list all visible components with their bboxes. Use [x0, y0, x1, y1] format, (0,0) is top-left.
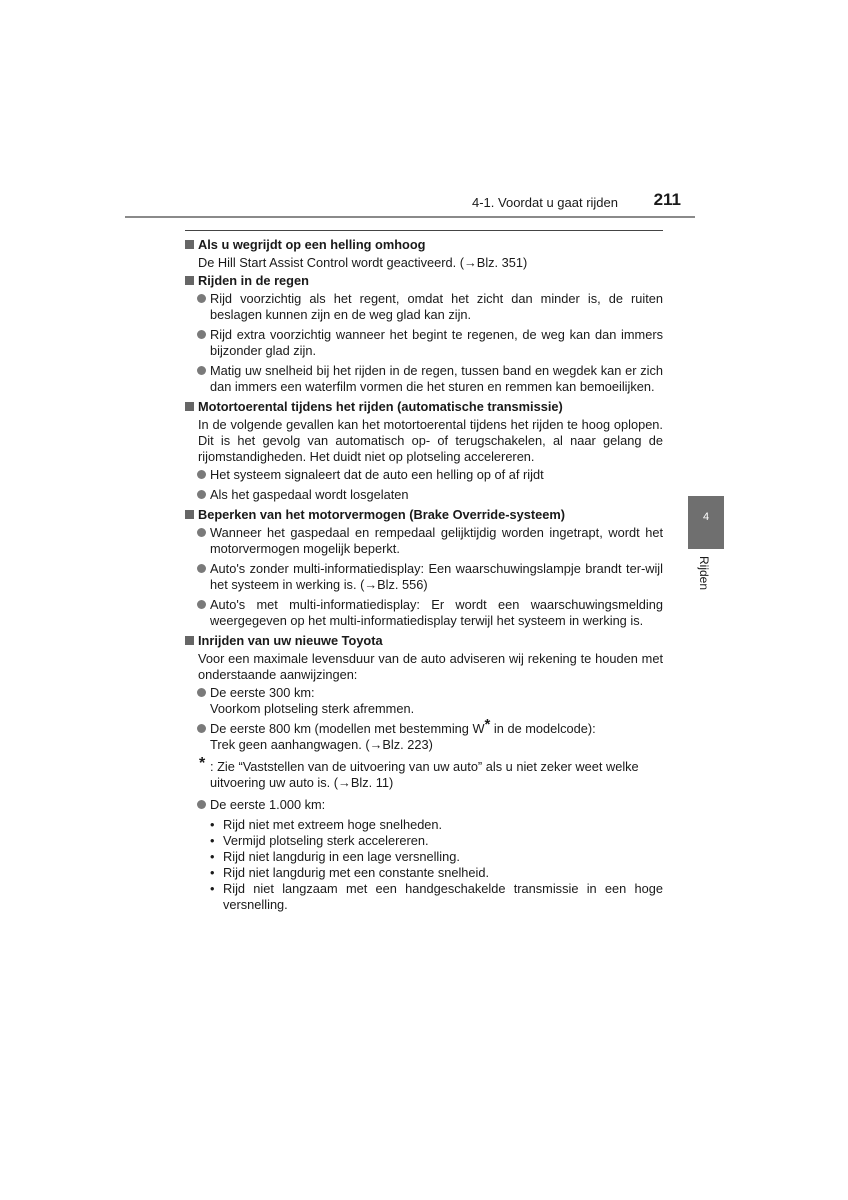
list-item: Auto's met multi-informatiedisplay: Er wordt een waarschuwingsmelding weergegeven op het multi-informatiedisplay terwijl het systeem in werking is.	[185, 597, 663, 629]
circle-bullet-icon	[197, 688, 206, 697]
sub-list-item: • Rijd niet langzaam met een handgeschakelde transmissie in een hoge versnelling.	[210, 881, 663, 912]
sub-list-item: • Rijd niet met extreem hoge snelheden.	[210, 817, 443, 832]
square-bullet-icon	[185, 240, 194, 249]
circle-bullet-icon	[197, 366, 206, 375]
sub-list-item: • Rijd niet langdurig met een constante snelheid.	[210, 865, 490, 880]
page-number: 211	[653, 190, 681, 209]
section-heading: Inrijden van uw nieuwe Toyota	[185, 633, 663, 649]
footnote-marker: *	[484, 716, 491, 733]
chapter-tab-number: 4	[702, 511, 710, 523]
bullet-mark: •	[210, 817, 215, 832]
list-item: Als het gaspedaal wordt losgelaten	[185, 487, 663, 503]
header-divider	[125, 216, 695, 218]
section-heading: Als u wegrijdt op een helling omhoog	[185, 237, 663, 253]
sub-list-item: • Rijd niet langdurig in een lage versnelling.	[210, 849, 460, 864]
list-item: Rijd extra voorzichtig wanneer het begint te regenen, de weg kan dan immers bijzonder glad zijn.	[185, 327, 663, 359]
paragraph: In de volgende gevallen kan het motortoerental tijdens het rijden te hoog oplopen. Dit is het gevolg van automatisch op- of terugschakelen, al naar gelang de rijomstandigheden. Het duidt niet op plotseling accelereren.	[198, 417, 663, 464]
footnote: * : Zie “Vaststellen van de uitvoering van uw auto” als u niet zeker weet welke uitvoering uw auto is. (→Blz. 11)	[199, 755, 639, 790]
section-heading: Motortoerental tijdens het rijden (automatische transmissie)	[185, 399, 663, 415]
list-item: Het systeem signaleert dat de auto een helling op of af rijdt	[185, 467, 663, 483]
page-content	[185, 235, 663, 913]
paragraph: De Hill Start Assist Control wordt geactiveerd. (→Blz. 351)	[198, 255, 528, 270]
page-header	[0, 188, 695, 212]
list-item: Wanneer het gaspedaal en rempedaal gelijktijdig worden ingetrapt, wordt het motorvermogen mogelijk beperkt.	[185, 525, 663, 557]
list-item: De eerste 1.000 km:	[185, 797, 663, 813]
chapter-tab	[688, 496, 724, 549]
list-item: Matig uw snelheid bij het rijden in de regen, tussen band en wegdek kan er zich dan immers een waterfilm vormen die het sturen en remmen kan bemoeilijken.	[185, 363, 663, 395]
circle-bullet-icon	[197, 294, 206, 303]
list-item: De eerste 300 km: Voorkom plotseling sterk afremmen.	[185, 685, 663, 717]
circle-bullet-icon	[197, 330, 206, 339]
list-item: De eerste 800 km (modellen met bestemming W* in de modelcode): Trek geen aanhangwagen. (→Blz. 223)	[185, 721, 663, 753]
square-bullet-icon	[185, 276, 194, 285]
bullet-mark: •	[210, 865, 215, 880]
section-heading: Rijden in de regen	[185, 273, 663, 289]
square-bullet-icon	[185, 510, 194, 519]
chapter-tab-label: Rijden	[697, 556, 711, 591]
sub-list	[209, 817, 663, 913]
content-divider	[185, 230, 663, 231]
circle-bullet-icon	[197, 528, 206, 537]
square-bullet-icon	[185, 402, 194, 411]
section-title: 4-1. Voordat u gaat rijden	[472, 195, 618, 210]
list-item: Rijd voorzichtig als het regent, omdat het zicht dan minder is, de ruiten beslagen kunnen zijn en de weg glad kan zijn.	[185, 291, 663, 323]
circle-bullet-icon	[197, 564, 206, 573]
list-item: Auto's zonder multi-informatiedisplay: Een waarschuwingslampje brandt ter-wijl het systeem in werking is. (→Blz. 556)	[185, 561, 663, 593]
section-heading: Beperken van het motorvermogen (Brake Override-systeem)	[185, 507, 663, 523]
circle-bullet-icon	[197, 800, 206, 809]
bullet-mark: •	[210, 881, 215, 896]
circle-bullet-icon	[197, 470, 206, 479]
bullet-mark: •	[210, 833, 215, 848]
circle-bullet-icon	[197, 724, 206, 733]
bullet-mark: •	[210, 849, 215, 864]
square-bullet-icon	[185, 636, 194, 645]
circle-bullet-icon	[197, 490, 206, 499]
paragraph: Voor een maximale levensduur van de auto adviseren wij rekening te houden met onderstaande aanwijzingen:	[198, 651, 663, 682]
sub-list-item: • Vermijd plotseling sterk accelereren.	[210, 833, 429, 848]
footnote-star: *	[199, 755, 206, 772]
circle-bullet-icon	[197, 600, 206, 609]
